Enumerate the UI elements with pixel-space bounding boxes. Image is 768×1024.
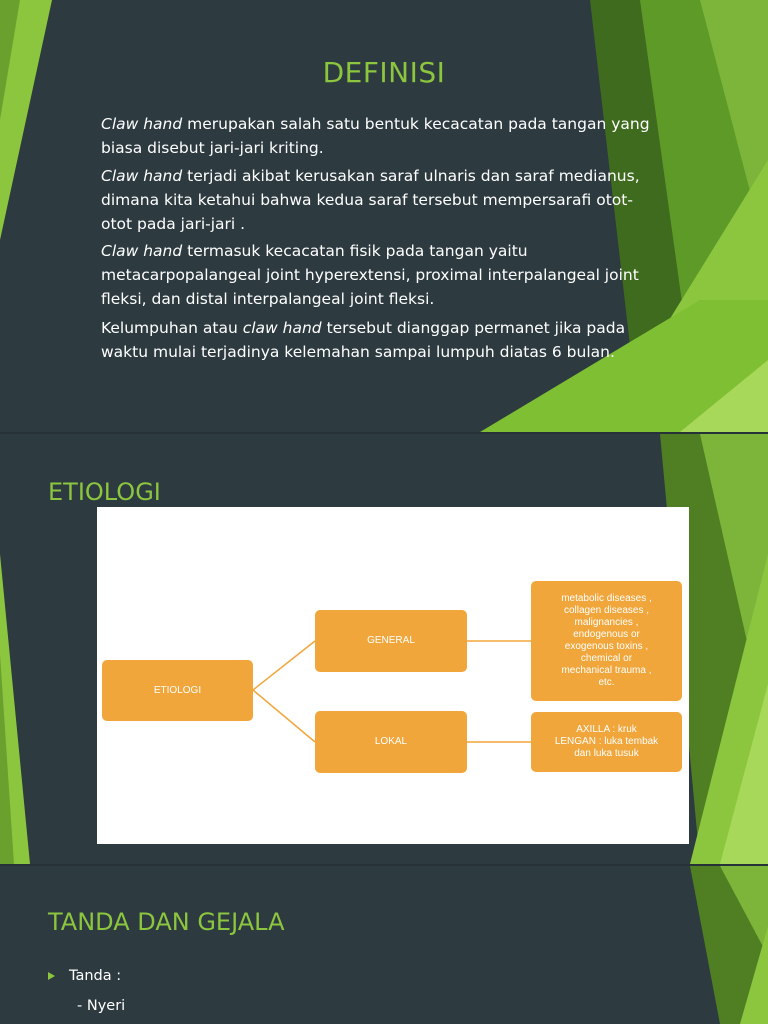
emphasis-text: claw hand (242, 319, 322, 337)
diagram-node-root: ETIOLOGI (102, 660, 253, 721)
diagram-node-lokal-detail: AXILLA : kruk LENGAN : luka tembak dan luka tusuk (531, 712, 682, 772)
emphasis-text: Claw hand (101, 167, 183, 185)
slide-definisi (0, 0, 768, 432)
emphasis-text: Claw hand (101, 115, 183, 133)
paragraph: Kelumpuhan atau claw hand tersebut dianggap permanet jika pada waktu mulai terjadinya kelemahan sampai lumpuh diatas 6 bulan. (101, 319, 626, 361)
bullet-text: Tanda : (69, 968, 122, 984)
diagram-node-general: GENERAL (315, 610, 467, 672)
paragraph: Claw hand termasuk kecacatan fisik pada tangan yaitu metacarpopalangeal joint hyperextensi, proximal interpalangeal joint fleksi, dan distal interpalangeal joint fleksi. (101, 242, 639, 308)
paragraph: Claw hand terjadi akibat kerusakan saraf ulnaris dan saraf medianus, dimana kita ketahui bahwa kedua saraf tersebut mempersarafi otot-otot pada jari-jari . (101, 167, 640, 233)
slide-etiologi (0, 434, 768, 864)
paragraph: Claw hand merupakan salah satu bentuk kecacatan pada tangan yang biasa disebut jari-jari kriting. (101, 115, 650, 157)
emphasis-text: Claw hand (101, 242, 183, 260)
slide-title: TANDA DAN GEJALA (48, 908, 285, 936)
bullet-item (48, 968, 121, 984)
slide-title: DEFINISI (322, 56, 446, 89)
triangle-bullet-icon (48, 972, 55, 980)
etiologi-diagram (97, 507, 689, 844)
sub-item: - Nyeri (77, 998, 126, 1014)
diagram-node-lokal: LOKAL (315, 711, 467, 773)
diagram-node-general-detail: metabolic diseases , collagen diseases , malignancies , endogenous or exogenous toxins , chemical or mechanical trauma , etc. (531, 581, 682, 701)
slide-tanda-dan-gejala (0, 866, 768, 1024)
slide-title: ETIOLOGI (48, 478, 161, 506)
